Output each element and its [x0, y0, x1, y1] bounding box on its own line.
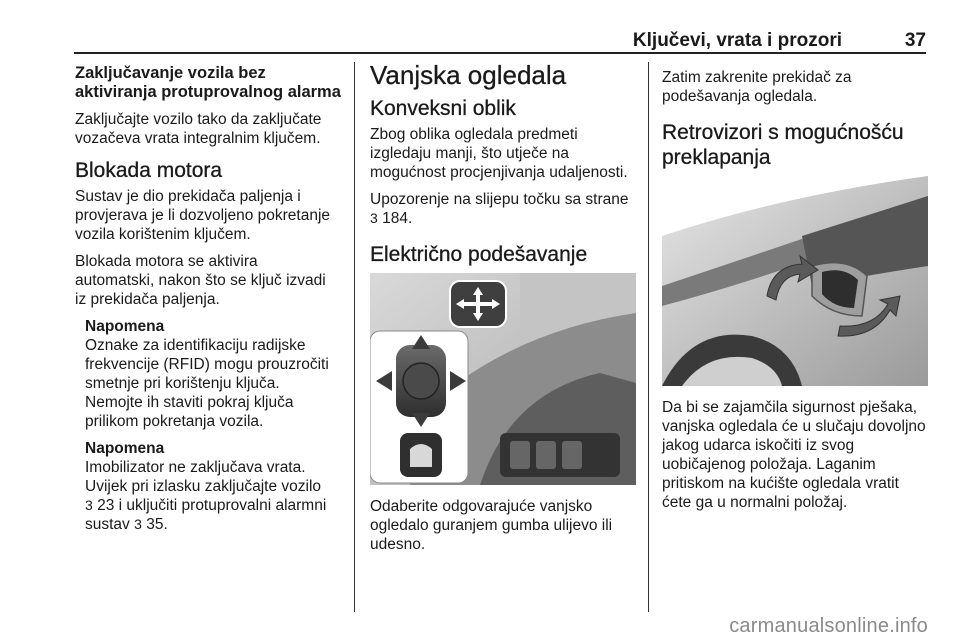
- paragraph-immobiliser-activation: Blokada motora se aktivira automatski, nakon što se ključ izvadi iz prekidača paljenja.: [75, 253, 326, 308]
- page-number: 37: [904, 30, 926, 51]
- heading-exterior-mirrors: Vanjska ogledala: [370, 60, 567, 90]
- column-3: [662, 68, 928, 520]
- column-2: [370, 60, 636, 562]
- chapter-title: Ključevi, vrata i prozori: [632, 30, 842, 51]
- folding-mirror-illustration: [662, 176, 928, 386]
- paragraph-select-mirror: Odaberite odgovarajuće vanjsko ogledalo guranjem gumba ulijevo ili udesno.: [370, 498, 613, 553]
- header-rule: [74, 52, 926, 54]
- paragraph-convex-shape: Zbog oblika ogledala predmeti izgledaju manji, što utječe na mogućnost procjenjivanja udaljenosti.: [370, 126, 628, 181]
- heading-convex-shape: Konveksni oblik: [370, 97, 516, 120]
- page-header: [74, 24, 926, 54]
- mirror-switch-illustration: [370, 273, 636, 485]
- heading-electric-adjustment: Električno podešavanje: [370, 243, 588, 266]
- watermark: carmanualsonline.info: [729, 615, 928, 637]
- note-rfid: [75, 317, 341, 431]
- heading-lock-without-alarm: Zaključavanje vozila bez aktiviranja protuprovalnog alarma: [75, 64, 341, 101]
- paragraph-blind-spot: Upozorenje na slijepu točku sa strane 3 184.: [370, 191, 629, 227]
- column-1: [75, 64, 341, 542]
- page-ref-icon[interactable]: 3: [370, 210, 378, 226]
- paragraph-lock-driver-door: Zaključajte vozilo tako da zaključate vozačeva vrata integralnim ključem.: [75, 111, 322, 147]
- mirror-switch-illustration-svg: [370, 273, 636, 485]
- column-divider: [354, 62, 355, 612]
- paragraph-immobiliser-system: Sustav je dio prekidača paljenja i provjerava je li dozvoljeno pokretanje vozila korištenim ključem.: [75, 188, 331, 243]
- paragraph-pedestrian-safety: Da bi se zajamčila sigurnost pješaka, vanjska ogledala će u slučaju dovoljno jakog udarca iskočiti iz svog uobičajenog položaja. Laganim pritiskom na kućište ogledala vratit ćete ga u normalni položaj.: [662, 399, 926, 511]
- heading-folding-mirrors: Retrovizori s mogućnošću preklapanja: [662, 121, 904, 169]
- note-title: Napomena: [85, 318, 165, 335]
- note-immobiliser-doors: [75, 439, 341, 534]
- note-title: Napomena: [85, 440, 165, 457]
- folding-mirror-illustration-svg: [662, 176, 928, 386]
- page-ref-icon[interactable]: 3: [85, 497, 93, 513]
- page-ref-icon[interactable]: 3: [134, 516, 142, 532]
- note-text: Oznake za identifikaciju radijske frekvencije (RFID) mogu prouzročiti smetnje pri korištenju ključa. Nemojte ih staviti pokraj ključa prilikom pokretanja vozila.: [85, 337, 329, 430]
- paragraph-turn-switch: Zatim zakrenite prekidač za podešavanja ogledala.: [662, 69, 852, 105]
- heading-immobiliser: Blokada motora: [75, 159, 223, 182]
- column-divider: [648, 62, 649, 612]
- note-text: Imobilizator ne zaključava vrata. Uvijek pri izlasku zaključajte vozilo 3 23 i uključiti protuprovalni alarmni sustav 3 35.: [85, 459, 327, 533]
